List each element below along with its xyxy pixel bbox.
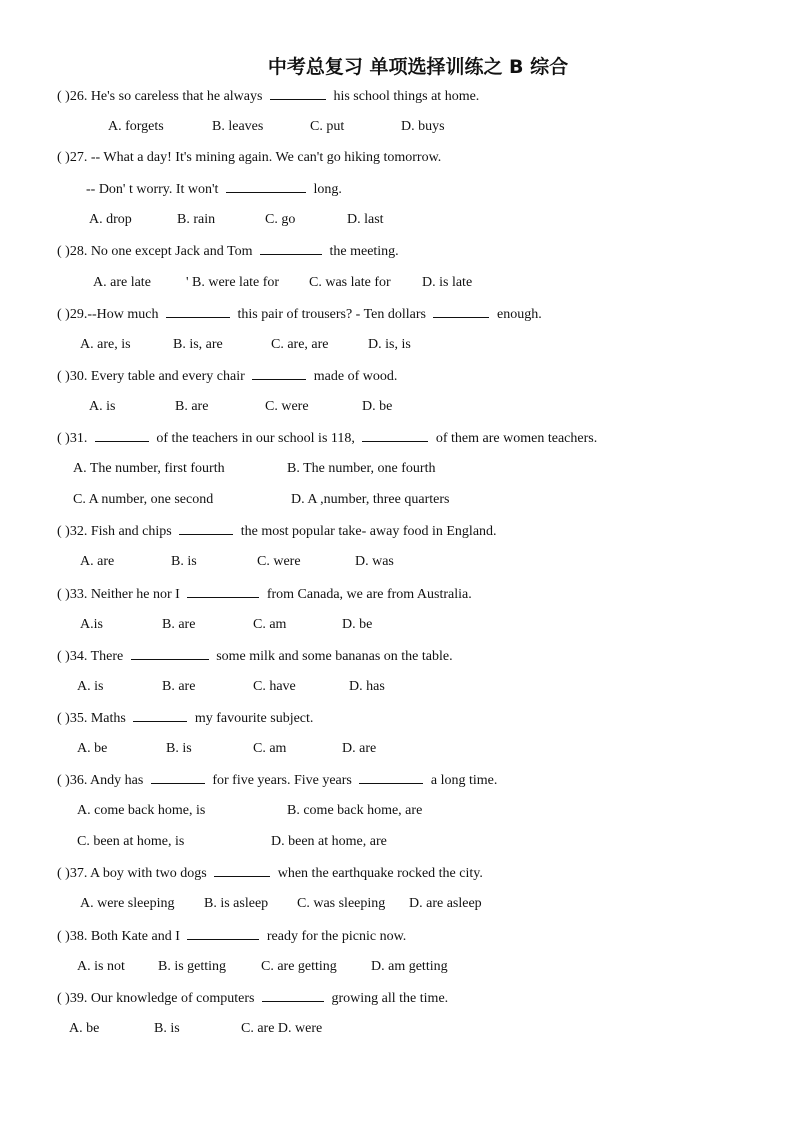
question-37: ( )37. A boy with two dogs when the earthquake rocked the city. xyxy=(0,862,794,893)
answer-blank[interactable] xyxy=(252,365,306,380)
options-31 xyxy=(0,458,794,489)
option-b[interactable]: B. are xyxy=(162,678,196,694)
option-d[interactable]: D. buys xyxy=(401,119,445,135)
question-35: ( )35. Maths my favourite subject. xyxy=(0,707,794,738)
option-d[interactable]: D. be xyxy=(342,616,373,632)
option-d[interactable]: D. are asleep xyxy=(409,896,482,912)
options-36 xyxy=(0,800,794,831)
option-b[interactable]: B. leaves xyxy=(212,119,264,135)
option-b[interactable]: B. come back home, are xyxy=(287,803,423,819)
answer-blank[interactable] xyxy=(270,85,326,100)
question-32: ( )32. Fish and chips the most popular take- away food in England. xyxy=(0,520,794,551)
option-c[interactable]: C. are getting xyxy=(261,958,337,974)
question-27: ( )27. -- What a day! It's mining again. We can't go hiking tomorrow. xyxy=(57,150,442,166)
options-37 xyxy=(0,893,794,924)
question-36: ( )36. Andy has for five years. Five years a long time. xyxy=(0,769,794,800)
option-c[interactable]: C. been at home, is xyxy=(77,834,185,850)
question-29: ( )29.--How much this pair of trousers? - Ten dollars enough. xyxy=(0,303,794,334)
answer-blank[interactable] xyxy=(187,583,259,598)
option-d[interactable]: D. are xyxy=(342,740,377,756)
options-39 xyxy=(0,1018,794,1049)
option-a[interactable]: A. were sleeping xyxy=(80,896,175,912)
option-c-d[interactable]: C. are D. were xyxy=(241,1020,323,1036)
option-b[interactable]: ' B. were late for xyxy=(186,274,280,290)
answer-blank[interactable] xyxy=(187,925,259,940)
option-c[interactable]: C. go xyxy=(265,212,296,228)
answer-blank[interactable] xyxy=(260,240,322,255)
option-b[interactable]: B. are xyxy=(162,616,196,632)
option-c[interactable]: C. were xyxy=(265,398,309,414)
answer-blank[interactable] xyxy=(166,303,230,318)
question-26: ( )26. He's so careless that he always his school things at home. xyxy=(0,85,794,116)
option-c[interactable]: C. am xyxy=(253,616,287,632)
question-38: ( )38. Both Kate and I ready for the picnic now. xyxy=(0,925,794,956)
option-d[interactable]: D. A ,number, three quarters xyxy=(291,492,450,508)
question-27-reply: -- Don' t worry. It won't long. xyxy=(0,178,794,209)
option-c[interactable]: C. put xyxy=(310,119,345,135)
answer-blank[interactable] xyxy=(433,303,489,318)
option-d[interactable]: D. was xyxy=(355,554,394,570)
option-b[interactable]: B. is getting xyxy=(158,958,227,974)
option-a[interactable]: A.is xyxy=(80,616,103,632)
question-33: ( )33. Neither he nor I from Canada, we are from Australia. xyxy=(0,583,794,614)
option-c[interactable]: C. have xyxy=(253,678,296,694)
answer-blank[interactable] xyxy=(214,862,270,877)
answer-blank[interactable] xyxy=(226,178,306,193)
answer-blank[interactable] xyxy=(151,769,205,784)
option-a[interactable]: A. is not xyxy=(77,958,125,974)
option-b[interactable]: B. is xyxy=(171,554,197,570)
option-b[interactable]: B. is, are xyxy=(173,336,223,352)
option-b[interactable]: B. is xyxy=(154,1020,180,1036)
option-d[interactable]: D. be xyxy=(362,398,393,414)
option-b[interactable]: B. The number, one fourth xyxy=(287,461,436,477)
option-b[interactable]: B. rain xyxy=(177,212,216,228)
option-c[interactable]: C. am xyxy=(253,740,287,756)
answer-blank[interactable] xyxy=(133,707,187,722)
question-list xyxy=(0,85,794,1049)
options-29 xyxy=(0,334,794,365)
option-c[interactable]: C. A number, one second xyxy=(73,492,214,508)
option-d[interactable]: D. been at home, are xyxy=(271,834,387,850)
options-38 xyxy=(0,956,794,987)
option-d[interactable]: D. is, is xyxy=(368,336,411,352)
options-31-row2 xyxy=(0,489,794,520)
option-d[interactable]: D. is late xyxy=(422,274,473,290)
option-c[interactable]: C. were xyxy=(257,554,301,570)
question-28: ( )28. No one except Jack and Tom the meeting. xyxy=(0,240,794,271)
option-a[interactable]: A. are, is xyxy=(80,336,131,352)
options-33 xyxy=(0,614,794,645)
question-34: ( )34. There some milk and some bananas on the table. xyxy=(0,645,794,676)
option-a[interactable]: A. come back home, is xyxy=(77,803,206,819)
question-39: ( )39. Our knowledge of computers growing all the time. xyxy=(0,987,794,1018)
option-a[interactable]: A. forgets xyxy=(108,119,164,135)
option-b[interactable]: B. is asleep xyxy=(204,896,269,912)
option-d[interactable]: D. last xyxy=(347,212,384,228)
option-d[interactable]: D. has xyxy=(349,678,385,694)
options-34 xyxy=(0,676,794,707)
option-a[interactable]: A. be xyxy=(77,740,108,756)
answer-blank[interactable] xyxy=(359,769,423,784)
options-36-row2 xyxy=(0,831,794,862)
answer-blank[interactable] xyxy=(262,987,324,1002)
options-30 xyxy=(0,396,794,427)
option-d[interactable]: D. am getting xyxy=(371,958,448,974)
options-28 xyxy=(0,272,794,303)
answer-blank[interactable] xyxy=(362,427,428,442)
option-a[interactable]: A. be xyxy=(69,1020,100,1036)
answer-blank[interactable] xyxy=(131,645,209,660)
options-26 xyxy=(0,116,794,147)
option-c[interactable]: C. are, are xyxy=(271,336,329,352)
page-title: 中考总复习 单项选择训练之 B 综合 xyxy=(267,56,569,78)
option-b[interactable]: B. are xyxy=(175,398,209,414)
option-a[interactable]: A. The number, first fourth xyxy=(73,461,225,477)
option-a[interactable]: A. is xyxy=(89,398,116,414)
options-27 xyxy=(0,209,794,240)
option-c[interactable]: C. was sleeping xyxy=(297,896,386,912)
options-35 xyxy=(0,738,794,769)
answer-blank[interactable] xyxy=(179,520,233,535)
option-a[interactable]: A. is xyxy=(77,678,104,694)
option-a[interactable]: A. drop xyxy=(89,212,132,228)
answer-blank[interactable] xyxy=(95,427,149,442)
option-a[interactable]: A. are late xyxy=(93,274,151,290)
question-31: ( )31. of the teachers in our school is 118, of them are women teachers. xyxy=(0,427,794,458)
question-30: ( )30. Every table and every chair made of wood. xyxy=(0,365,794,396)
option-a[interactable]: A. are xyxy=(80,554,115,570)
options-32 xyxy=(0,551,794,582)
option-c[interactable]: C. was late for xyxy=(309,274,391,290)
option-b[interactable]: B. is xyxy=(166,740,192,756)
